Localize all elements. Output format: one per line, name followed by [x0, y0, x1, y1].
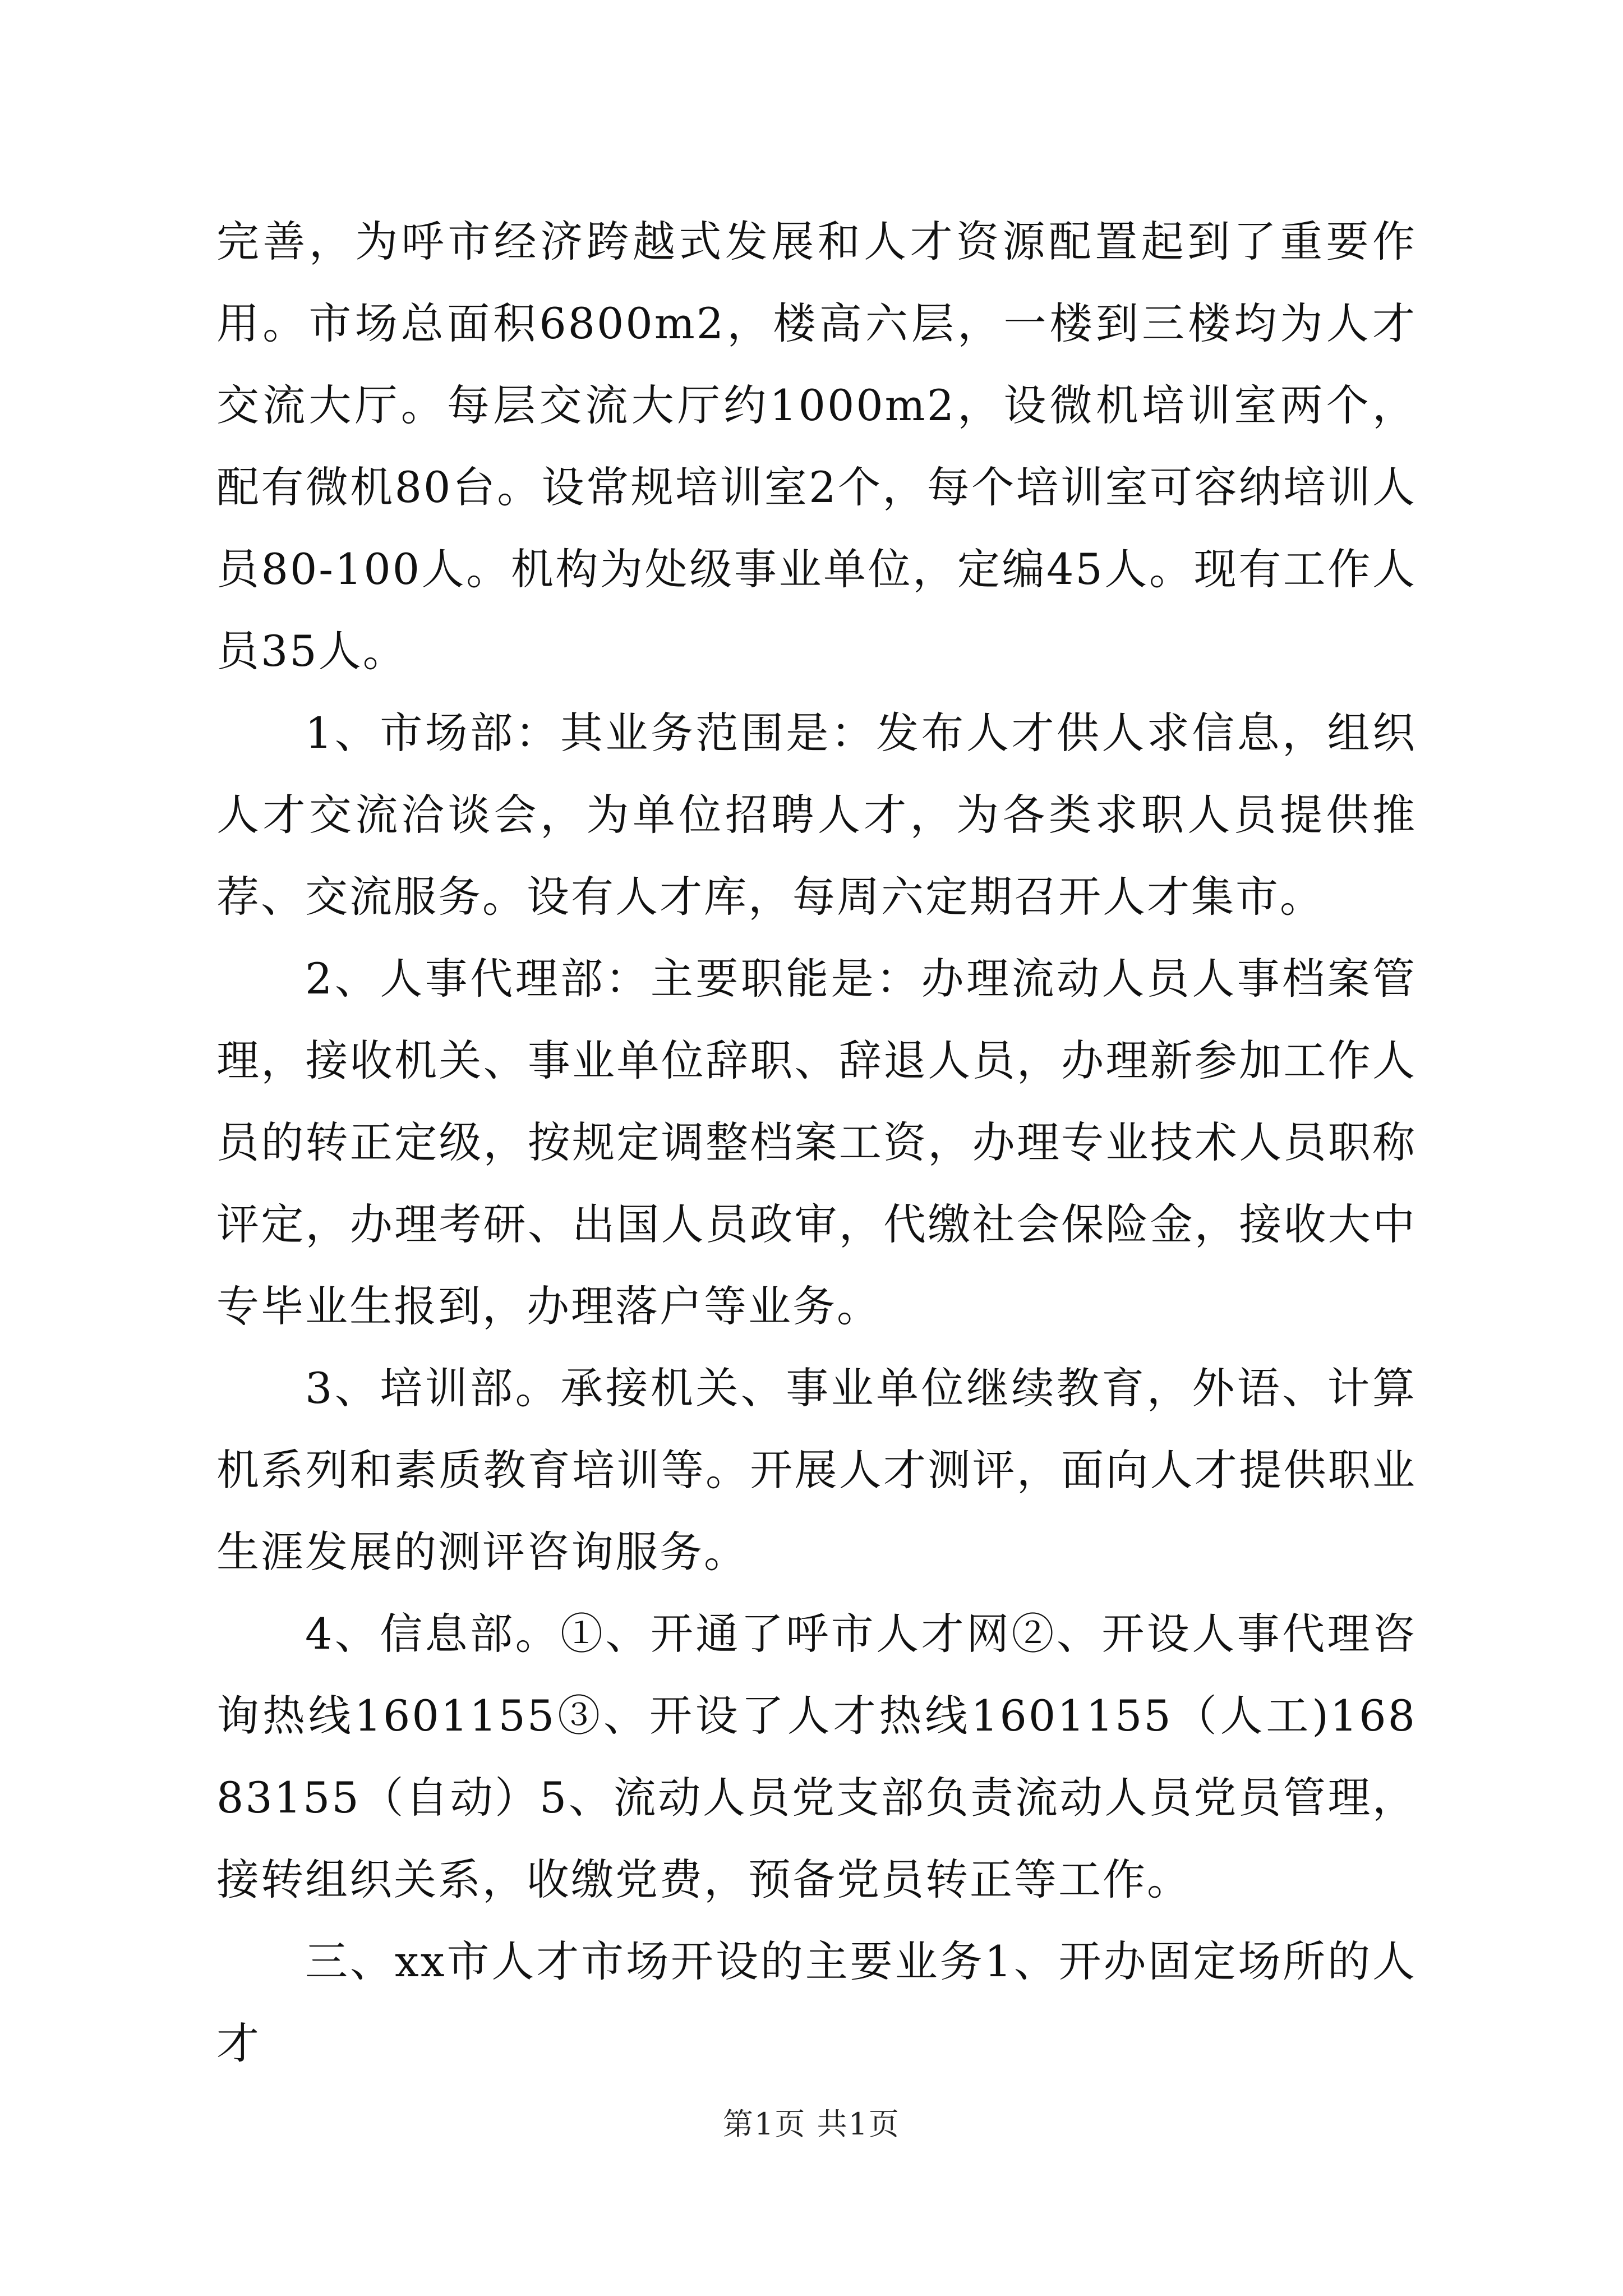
paragraph-market-overview: 完善，为呼市经济跨越式发展和人才资源配置起到了重要作用。市场总面积6800m2，楼高六层，一楼到三楼均为人才交流大厅。每层交流大厅约1000m2，设微机培训室两个，配有微机80台。设常规培训室2个，每个培训室可容纳培训人员80-100人。机构为处级事业单位，定编45人。现有工作人员35人。 — [216, 217, 1417, 676]
paragraph-main-business: 三、xx市人才市场开设的主要业务1、开办固定场所的人才 — [216, 1936, 1417, 2068]
paragraph-training-department: 3、培训部。承接机关、事业单位继续教育，外语、计算机系列和素质教育培训等。开展人才测评，面向人才提供职业生涯发展的测评咨询服务。 — [216, 1363, 1417, 1577]
page-number-footer: 第1页 共1页 — [723, 2106, 900, 2142]
paragraph-personnel-agency-department: 2、人事代理部：主要职能是：办理流动人员人事档案管理，接收机关、事业单位辞职、辞退人员，办理新参加工作人员的转正定级，按规定调整档案工资，办理专业技术人员职称评定，办理考研、出国人员政审，代缴社会保险金，接收大中专毕业生报到，办理落户等业务。 — [216, 954, 1417, 1331]
paragraph-market-department: 1、市场部：其业务范围是：发布人才供人求信息，组织人才交流洽谈会，为单位招聘人才，为各类求职人员提供推荐、交流服务。设有人才库，每周六定期召开人才集市。 — [216, 708, 1417, 922]
document-body — [216, 201, 1417, 2085]
paragraph-information-department: 4、信息部。①、开通了呼市人才网②、开设人事代理咨询热线1601155③、开设了人才热线1601155（人工)16883155（自动）5、流动人员党支部负责流动人员党员管理，接转组织关系，收缴党费，预备党员转正等工作。 — [216, 1609, 1417, 1904]
